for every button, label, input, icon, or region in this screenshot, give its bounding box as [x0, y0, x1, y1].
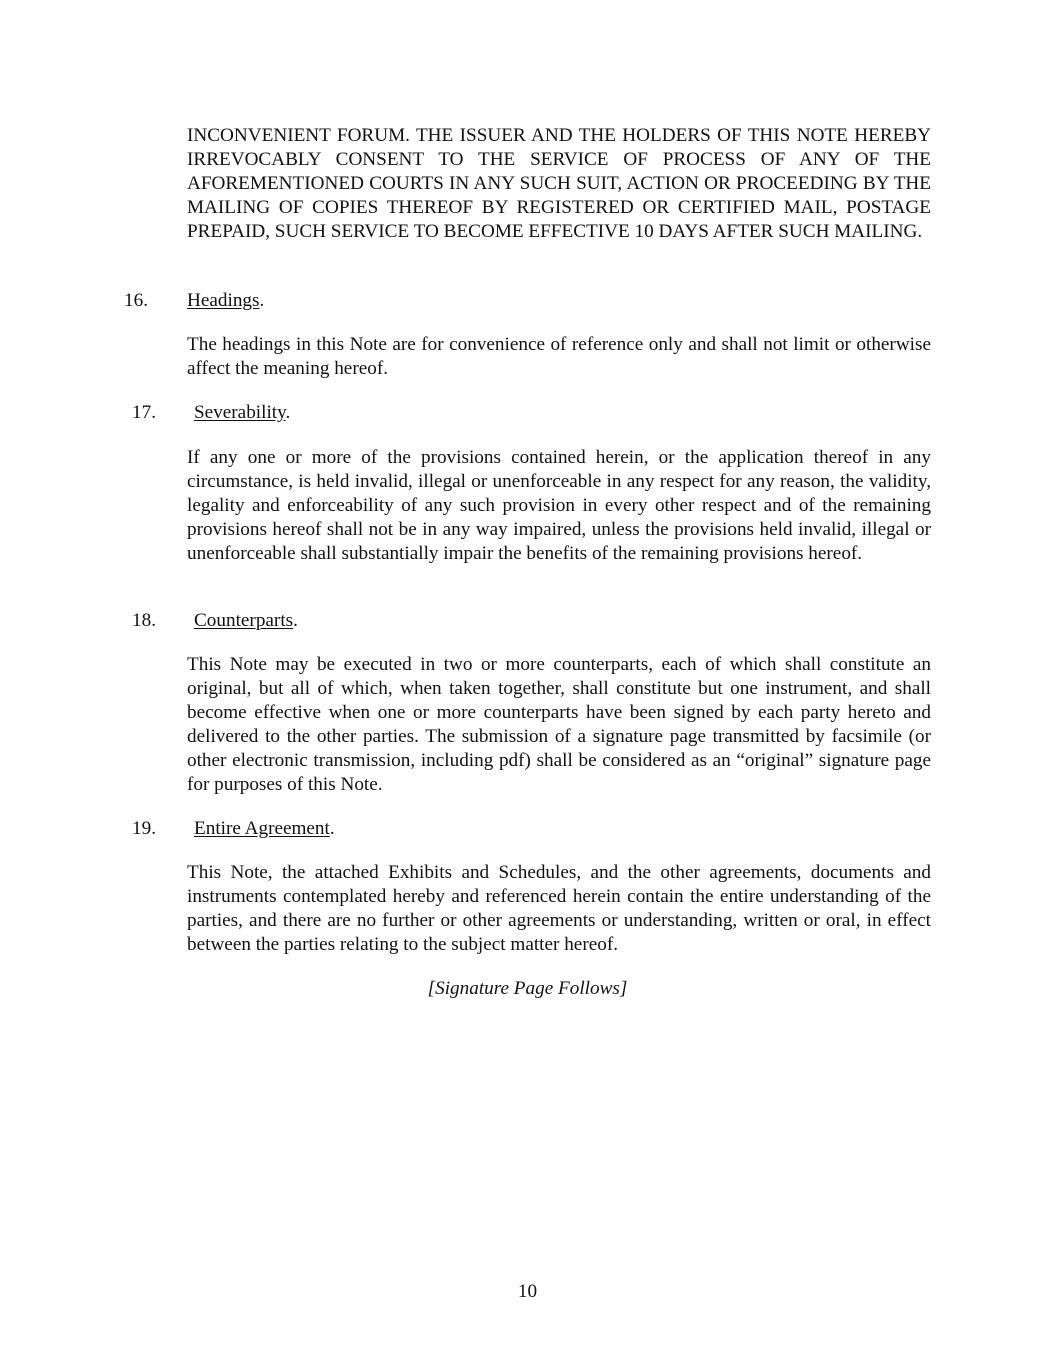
section-title: Counterparts — [194, 610, 294, 631]
signature-page-note: [Signature Page Follows] — [427, 978, 628, 999]
section-title-punct: . — [329, 818, 335, 839]
section-title: Entire Agreement — [194, 818, 330, 839]
section-title-punct: . — [293, 610, 298, 631]
page-number: 10 — [517, 1281, 538, 1302]
section-16-body: The headings in this Note are for convenience of reference only and shall not limit or otherwise affect the meaning hereof. — [187, 334, 931, 379]
opening-paragraph: INCONVENIENT FORUM. THE ISSUER AND THE HOLDERS OF THIS NOTE HEREBY IRREVOCABLY CONSENT TO THE SERVICE OF PROCESS OF ANY OF THE AFOREMENTIONED COURTS IN ANY SUCH SUIT, ACTION OR PROCEEDING BY THE MAILING OF COPIES THEREOF BY REGISTERED OR CERTIFIED MAIL, POSTAGE PREPAID, SUCH SERVICE TO BECOME EFFECTIVE 10 DAYS AFTER SUCH MAILING. — [187, 125, 931, 242]
section-title-punct: . — [259, 290, 265, 311]
section-number: 18. — [132, 610, 156, 631]
section-18-body: This Note may be executed in two or more counterparts, each of which shall constitute an original, but all of which, when taken together, shall constitute but one instrument, and shall become effective when one or more counterparts have been signed by each party hereto and delivered to the other parties. The submission of a signature page transmitted by facsimile (or other electronic transmission, including pdf) shall be considered as an “original” signature page for purposes of this Note. — [187, 654, 931, 795]
section-title: Severability — [194, 402, 286, 423]
section-title: Headings — [187, 290, 260, 311]
section-17-body: If any one or more of the provisions contained herein, or the application thereof in any circumstance, is held invalid, illegal or unenforceable in any respect for any reason, the validity, legality and enforceability of any such provision in every other respect and of the remaining provisions hereof shall not be in any way impaired, unless the provisions held invalid, illegal or unenforceable shall substantially impair the benefits of the remaining provisions hereof. — [187, 447, 931, 564]
section-19-body: This Note, the attached Exhibits and Schedules, and the other agreements, documents and instruments contemplated hereby and referenced herein contain the entire understanding of the parties, and there are no further or other agreements or understanding, written or oral, in effect between the parties relating to the subject matter hereof. — [187, 862, 931, 955]
section-number: 16. — [124, 290, 148, 311]
section-title-punct: . — [285, 402, 291, 423]
section-number: 17. — [132, 402, 156, 423]
section-number: 19. — [132, 818, 156, 839]
